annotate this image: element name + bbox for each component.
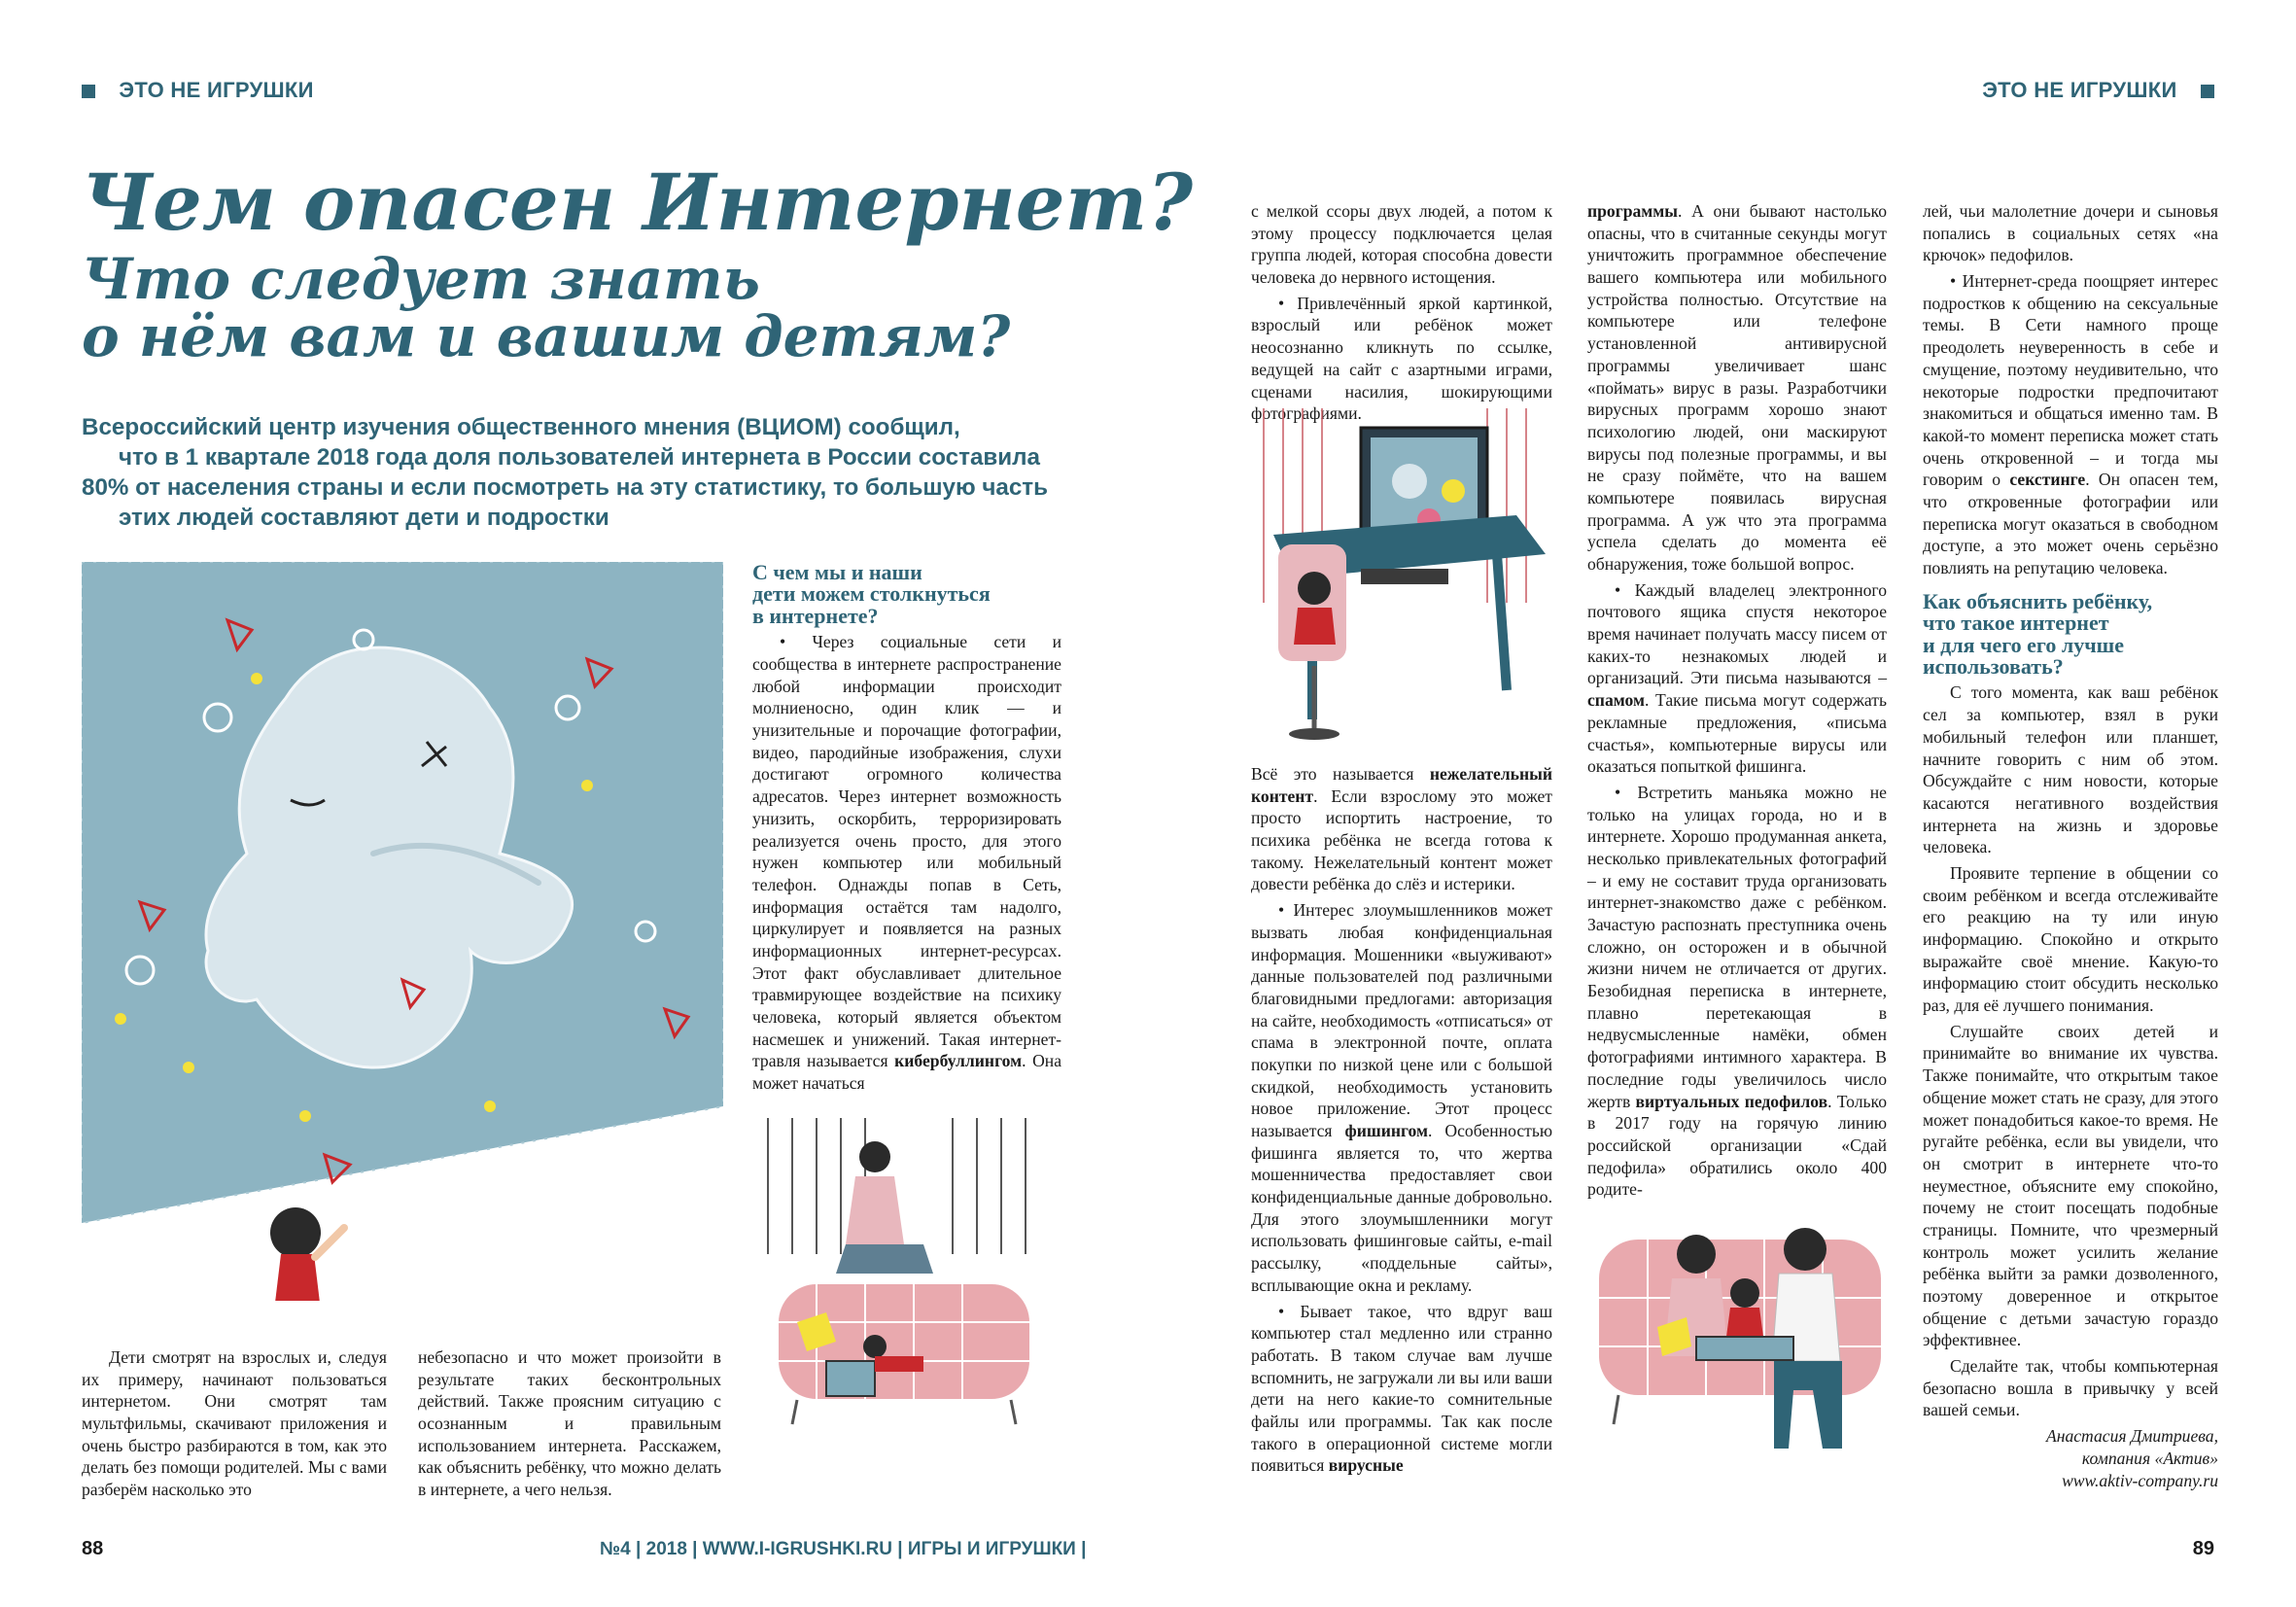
page-number-right: 89 <box>2192 1538 2214 1559</box>
column-3-continued: Всё это называется нежелательный контент. Если взрослому это может просто испортить настроение, то психика ребёнка не всегда готова к такому. Нежелательный контент может довести ребёнка до слёз и истерики. • Интерес злоумышленников может вызвать любая конфиденциальная информация. Мошенники «выуживают» данные пользователей под различными благовидными предлогами: авторизация на сайте, необходимость «отписаться» от спама в электронной почте, оплата покупки по низкой цене или с большой скидкой, необходимость установить новое приложение. Этот процесс называется фишингом. Особенностью фишинга является то, что жертва мошенничества предоставляет свои конфиденциальные данные добровольно. Для этого злоумышленники могут использовать фишинговые сайты, e-mail рассылку, «поддельные сайты», всплывающие окна и рекламу. • Бывает такое, что вдруг ваш компьютер стал медленно или странно работать. В таком случае вам лучше вспомнить, не загружали ли вы или ваши дети на него какие-то сомнительные файлы или программы. Так как после такого в операционной системе могли появиться вирусные <box>1251 764 1552 1476</box>
author-signature: Анастасия Дмитриева, компания «Актив» www.aktiv-company.ru <box>2045 1426 2218 1490</box>
lead-paragraph: Всероссийский центр изучения общественного мнения (ВЦИОМ) сообщил, что в 1 квартале 2018 года доля пользователей интернета в России составила 80% от населения страны и если посмотреть на эту статистику, то большую часть этих людей составляют дети и подростки <box>82 414 1048 531</box>
bottom-left-column-b: небезопасно и что может произойти в результате таких бесконтрольных действий. Также проясним ситуацию с осознанным и правильным использованием интернета. Расскажем, как объяснить ребёнку, что можно делать в интернете, а чего нельзя. <box>418 1347 721 1500</box>
column-3: с мелкой ссоры двух людей, а потом к этому процессу подключается целая группа людей, которая способна довести человека до нервного истощения. • Привлечённый яркой картинкой, взрослый или ребёнок может неосознанно кликнуть по ссылке, ведущей на сайт с азартными играми, сценами насилия, шокирующими фотографиями. <box>1251 201 1552 424</box>
paragraph: • Через социальные сети и сообщества в интернете распространение любой информации происходит молниеносно, один клик — и унизительные и порочащие фотографии, видео, пародийные изображения, слухи достигают огромного количества адресатов. Через интернет возможность унизить, оскорбить, терроризировать реализуется очень просто, для этого нужен компьютер или мобильный телефон. Однажды попав в Сеть, информация остаётся там надолго, циркулирует и появляется на разных информационных интернет-ресурсах. Этот факт обуславливает длительное травмирующее воздействие на психику человека, который является объектом насмешек и унижений. Такая интернет-травля называется кибербуллингом. Она может начаться <box>752 632 1061 1094</box>
woman-sofa-illustration <box>758 1118 1050 1487</box>
company-website-link[interactable]: www.aktiv-company.ru <box>2062 1470 2218 1490</box>
column-4: программы. А они бывают настолько опасны, что в считанные секунды могут уничтожить программное обеспечение вашего компьютера или мобильного устройства полностью. Отсутствие на компьютере или телефоне установленной антивирусной программы увеличивает шанс «поймать» вирус в разы. Разработчики вирусных программ хорошо знают психологию людей, они маскируют вирусы под полезные программы, и вы не сразу поймёте, что на вашем компьютере появилась вирусная программа. А уж что эта программа успела сделать до момента её обнаружения, тоже большой вопрос. • Каждый владелец электронного почтового ящика спустя некоторое время начинает получать массу писем от каких-то незнакомых людей и организаций. Эти письма называются – спамом. Такие письма могут содержать рекламные предложения, «письма счастья», компьютерные вирусы или оказаться попыткой фишинга. • Встретить маньяка можно не только на улицах города, но и в интернете. Хорошо продуманная анкета, несколько привлекательных фотографий – и ему не составит труда организовать интернет-знакомство даже с ребёнком. Зачастую распознать преступника очень сложно, он осторожен и в обычной жизни ничем не отличается от других. Безобидная переписка в интернете, плавно перетекающая в недвусмысленные намёки, обмен фотографиями интимного характера. В последние годы увеличилось число жертв виртуальных педофилов. Только в 2017 году на горячую линию российской организации «Сдай педофила» обратились около 400 родите- <box>1587 201 1887 1200</box>
square-icon <box>82 85 95 98</box>
subheading-explain: Как объяснить ребёнку, что такое интернет и для чего его лучше использовать? <box>1923 588 2153 679</box>
footer-issue-info: №4 | 2018 | WWW.I-IGRUSHKI.RU | ИГРЫ И ИГРУШКИ | <box>600 1539 1087 1559</box>
bottom-left-column-a: Дети смотрят на взрослых и, следуя их примеру, начинают пользоваться интернетом. Они смотрят там мультфильмы, скачивают приложения и очень быстро разбираются в том, как это делать без помощи родителей. Мы с вами разберём насколько это <box>82 1347 387 1500</box>
ghost-illustration <box>82 562 723 1301</box>
section-header-right: ЭТО НЕ ИГРУШКИ <box>1982 78 2214 103</box>
article-title: Чем опасен Интернет? Что следует знать о нём вам и вашим детям? <box>82 157 1194 369</box>
column-5: лей, чьи малолетние дочери и сыновья попались в социальных сетях «на крючок» педофилов. • Интернет-среда поощряет интерес подростков к общению на сексуальные темы. В Сети намного проще преодолеть неуверенность в себе и смущение, поэтому неудивительно, что некоторые подростки предпочитают знакомиться и общаться именно там. В какой-то момент переписка может стать очень откровенной – и тогда мы говорим о секстинге. Он опасен тем, что откровенные фотографии или переписка могут оказаться в свободном доступе, а это может очень серьёзно повлиять на репутацию человека. Как объяснить ребёнку, что такое интернет и для чего его лучше использовать? С того момента, как ваш ребёнок сел за компьютер, взял в руки мобильный телефон или планшет, начните говорить с ним об этом. Обсуждайте с ним новости, которые касаются негативного воздействия интернета на жизнь и здоровье человека. Проявите терпение в общении со своим ребёнком и всегда отслеживайте его реакцию на ту или иную информацию. Спокойно и открыто выражайте своё мнение. Какую-то информацию стоит обсудить несколько раз, для её лучшего понимания. Слушайте своих детей и принимайте во внимание их чувства. Также понимайте, что открытым такое общение может стать не сразу, для этого может понадобиться какое-то время. Не ругайте ребёнка, если вы увидели, что он смотрит в интернете что-то неуместное, объясните ему спокойно, почему не стоит посещать подобные страницы. Помните, что чрезмерный контроль может усилить желание ребёнка выйти за рамки дозволенного, поэтому доверенное и открытое общение с детьми зачастую гораздо эффективнее. Сделайте так, чтобы компьютерная безопасно вошла в привычку у всей вашей семьи. Анастасия Дмитриева, компания «Актив» www.aktiv-company.ru <box>1923 201 2219 1490</box>
child-computer-illustration <box>1254 408 1555 758</box>
column-1 <box>752 562 1061 1099</box>
page-number-left: 88 <box>82 1538 104 1559</box>
section-header-left: ЭТО НЕ ИГРУШКИ <box>82 78 314 103</box>
subheading-dangers: С чем мы и наши дети можем столкнуться в интернете? <box>752 560 991 628</box>
family-sofa-illustration <box>1589 1201 1891 1492</box>
square-icon <box>2201 85 2214 98</box>
